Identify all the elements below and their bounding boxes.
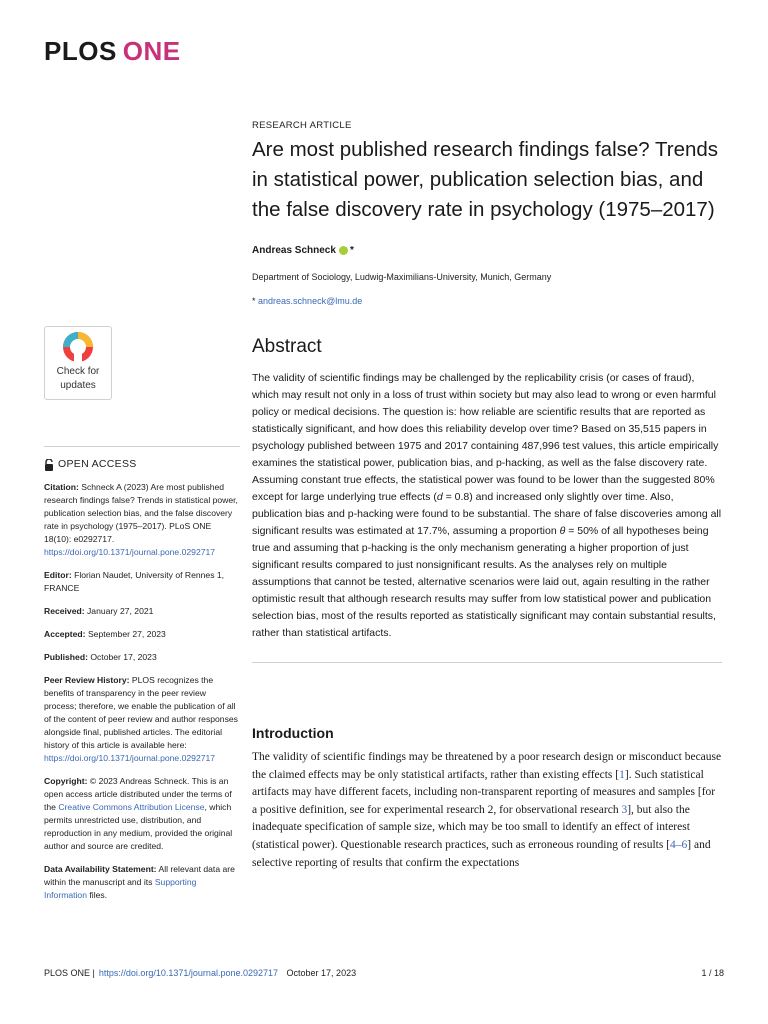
article-title: Are most published research findings false? Trends in statistical power, publication selection bias, and the false discovery rate in psychology (1975–2017) [252,138,719,221]
published-block [44,651,240,664]
logo-plos: PLOS [44,36,117,66]
article-sidebar [44,458,240,912]
citation-label: Citation: [44,482,79,492]
corresponding-email [252,296,722,306]
data-availability-text-b: files. [89,890,108,900]
badge-line-2: updates [60,380,96,391]
accepted-block [44,628,240,641]
email-link[interactable]: andreas.schneck@lmu.de [258,296,363,306]
supporting-information-link[interactable]: Supporting Information [44,877,197,900]
author-name[interactable]: Andreas Schneck [252,245,336,256]
citation-text: Schneck A (2023) Are most published research findings false? Trends in statistical power, publication selection bias, and the false discovery rate in psychology (1975–2017). PLoS ONE 18(10): e0292717. [44,482,238,544]
received-label: Received: [44,606,85,616]
author-line [252,245,722,256]
abstract-divider [252,662,722,663]
abstract-heading: Abstract [252,336,322,357]
page-number: 1 / 18 [701,968,724,978]
footer-journal: PLOS ONE | [44,968,95,978]
peer-review-link[interactable]: https://doi.org/10.1371/journal.pone.0292717 [44,753,216,763]
abstract-text: The validity of scientific findings may be challenged by the replicability crisis (or cases of fraud), which may result not only in a loss of trust within society but may also lead to wrong or even harmful policy or medical decisions. The question is: how reliable are scientific results that are reported as statistically significant, and how does this reliability develop over time? Based on 35,515 papers in psychology published between 1975 and 2017 containing 487,996 test values, this article empirically examines the statistical power, publication bias, and p-hacking, as well as the false discovery rate. Assuming constant true effects, the statistical power was found to be lower than the suggested 80% except for large underlying true effects (d = 0.8) and increased only slightly over time. Also, publication bias and p-hacking were found to be substantial. The share of false discoveries among all significant results was estimated at 17.7%, assuming a proportion θ = 50% of all hypotheses being true and assuming that p-hacking is the only mechanism generating a higher proportion of just significant results compared to just nonsignificant results. As the analyses rely on multiple assumptions that cannot be tested, alternative scenarios were laid out, again resulting in the rather optimistic result that although research results may suffer from low statistical power and publication selection bias, most of the results reported as statistically significant may contain substantial results, rather than statistical artifacts. [252,372,722,639]
article-type: RESEARCH ARTICLE [252,120,352,131]
license-link[interactable]: Creative Commons Attribution License [58,802,205,812]
logo-one: ONE [122,36,181,66]
email-mark: * [252,296,256,306]
received-block [44,605,240,618]
affiliation: Department of Sociology, Ludwig-Maximilians-University, Munich, Germany [252,272,552,282]
data-availability-label: Data Availability Statement: [44,864,157,874]
check-for-updates-badge[interactable] [44,326,112,400]
received-date: January 27, 2021 [87,606,154,616]
orcid-icon[interactable] [339,246,348,255]
ref-link-1[interactable]: 1 [619,768,625,781]
published-label: Published: [44,652,88,662]
accepted-date: September 27, 2023 [87,629,166,639]
ref-link-4-6[interactable]: 4–6 [670,838,688,851]
editor-block [44,569,240,595]
editor-label: Editor: [44,570,72,580]
ref-link-3[interactable]: 3 [621,803,628,816]
sidebar-divider [44,446,240,447]
footer-doi-link[interactable]: https://doi.org/10.1371/journal.pone.0292717 [98,968,279,978]
crossmark-icon [62,331,94,363]
introduction-text: The validity of scientific findings may be threatened by a poor research design or misconduct because the claimed effects may be only statistical artifacts, rather than existing effects [1]. Such statistical artifacts may have different facets, including non-transparent reporting of measures and samples [for a positive definition, see for experimental research 2, for observational research 3], but also the inadequate specification of sample size, which may be too small to identify an effect of interest (statistical power). Questionable research practices, such as erroneous rounding of results [4–6] and selective reporting of results that confirm the expectations [252,751,722,869]
editor-text: Florian Naudet, University of Rennes 1, FRANCE [44,570,225,593]
data-availability-block [44,863,240,902]
published-date: October 17, 2023 [90,652,157,662]
footer-date: October 17, 2023 [286,968,357,978]
peer-review-block [44,674,240,765]
citation-block [44,481,240,559]
accepted-label: Accepted: [44,629,86,639]
copyright-text-b: , which permits unrestricted use, distribution, and reproduction in any medium, provided the original author and source are credited. [44,802,233,851]
author-mark: * [349,245,354,256]
introduction-heading: Introduction [252,725,334,741]
data-availability-text-a: All relevant data are within the manuscript and its [44,864,235,887]
badge-line-1: Check for [56,366,100,377]
article-main [252,120,722,872]
citation-doi-link[interactable]: https://doi.org/10.1371/journal.pone.0292717 [44,547,216,557]
open-lock-icon [44,459,54,471]
copyright-text-a: © 2023 Andreas Schneck. This is an open access article distributed under the terms of the [44,776,232,812]
journal-logo[interactable] [44,36,181,67]
peer-review-label: Peer Review History: [44,675,130,685]
copyright-label: Copyright: [44,776,88,786]
peer-review-text: PLOS recognizes the benefits of transparency in the peer review process; therefore, we enable the publication of all of the content of peer review and author responses alongside final, published articles. The editorial history of this article is available here: [44,675,238,750]
open-access-label [44,458,240,471]
copyright-block [44,775,240,853]
open-access-text: OPEN ACCESS [58,458,137,470]
page-footer [44,968,724,978]
